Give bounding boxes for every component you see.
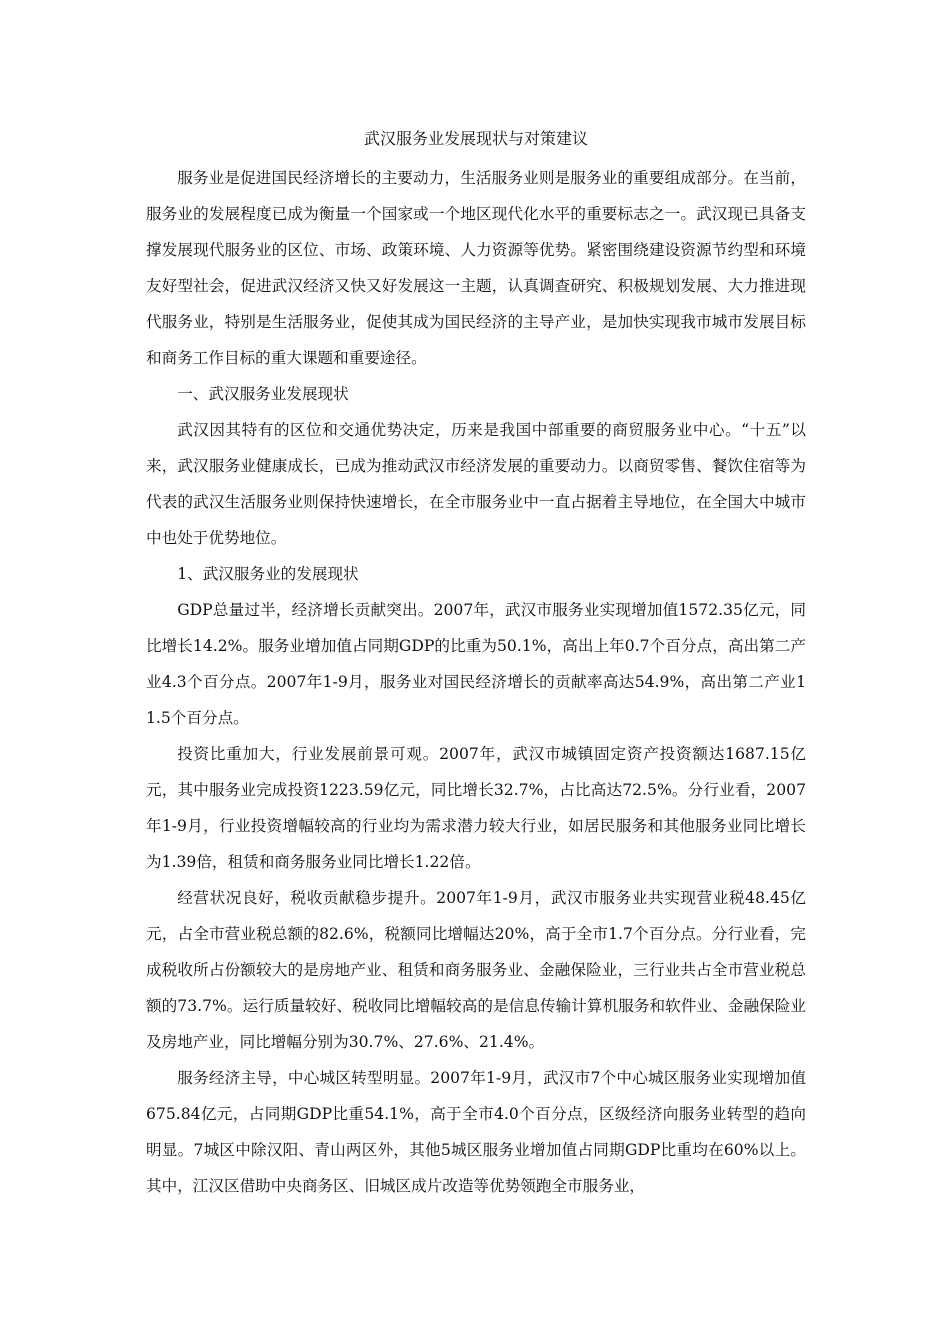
document-title: 武汉服务业发展现状与对策建议 bbox=[363, 129, 588, 148]
paragraph-tax: 经营状况良好，税收贡献稳步提升。2007年1-9月，武汉市服务业共实现营业税48.45亿元，占全市营业税总额的82.6%，税额同比增幅达20%，高于全市1.7个百分点。分行业看，完成税收所占份额较大的是房地产业、租赁和商务服务业、金融保险业，三行业共占全市营业税总额的73.7%。运行质量较好、税收同比增幅较高的是信息传输计算机服务和软件业、金融保险业及房地产业，同比增幅分别为30.7%、27.6%、21.4%。 bbox=[146, 889, 806, 1051]
paragraph-districts: 服务经济主导，中心城区转型明显。2007年1-9月，武汉市7个中心城区服务业实现增加值675.84亿元，占同期GDP比重54.1%，高于全市4.0个百分点，区级经济向服务业转型的趋向明显。7城区中除汉阳、青山两区外，其他5城区服务业增加值占同期GDP比重均在60%以上。其中，江汉区借助中央商务区、旧城区成片改造等优势领跑全市服务业， bbox=[146, 1069, 806, 1195]
paragraph-overview: 武汉因其特有的区位和交通优势决定，历来是我国中部重要的商贸服务业中心。“十五”以来，武汉服务业健康成长，已成为推动武汉市经济发展的重要动力。以商贸零售、餐饮住宿等为代表的武汉生活服务业则保持快速增长，在全市服务业中一直占据着主导地位，在全国大中城市中也处于优势地位。 bbox=[146, 421, 806, 547]
section-heading-1: 一、武汉服务业发展现状 bbox=[177, 385, 349, 403]
document-page bbox=[146, 124, 806, 1204]
paragraph-investment: 投资比重加大，行业发展前景可观。2007年，武汉市城镇固定资产投资额达1687.15亿元，其中服务业完成投资1223.59亿元，同比增长32.7%，占比高达72.5%。分行业看，2007年1-9月，行业投资增幅较高的行业均为需求潜力较大行业，如居民服务和其他服务业同比增长为1.39倍，租赁和商务服务业同比增长1.22倍。 bbox=[146, 745, 806, 871]
paragraph-gdp: GDP总量过半，经济增长贡献突出。2007年，武汉市服务业实现增加值1572.35亿元，同比增长14.2%。服务业增加值占同期GDP的比重为50.1%，高出上年0.7个百分点，高出第二产业4.3个百分点。2007年1-9月，服务业对国民经济增长的贡献率高达54.9%，高出第二产业11.5个百分点。 bbox=[146, 601, 806, 727]
paragraph-intro: 服务业是促进国民经济增长的主要动力，生活服务业则是服务业的重要组成部分。在当前，服务业的发展程度已成为衡量一个国家或一个地区现代化水平的重要标志之一。武汉现已具备支撑发展现代服务业的区位、市场、政策环境、人力资源等优势。紧密围绕建设资源节约型和环境友好型社会，促进武汉经济又快又好发展这一主题，认真调查研究、积极规划发展、大力推进现代服务业，特别是生活服务业，促使其成为国民经济的主导产业，是加快实现我市城市发展目标和商务工作目标的重大课题和重要途径。 bbox=[146, 169, 806, 367]
subsection-heading-1: 1、武汉服务业的发展现状 bbox=[177, 565, 359, 583]
